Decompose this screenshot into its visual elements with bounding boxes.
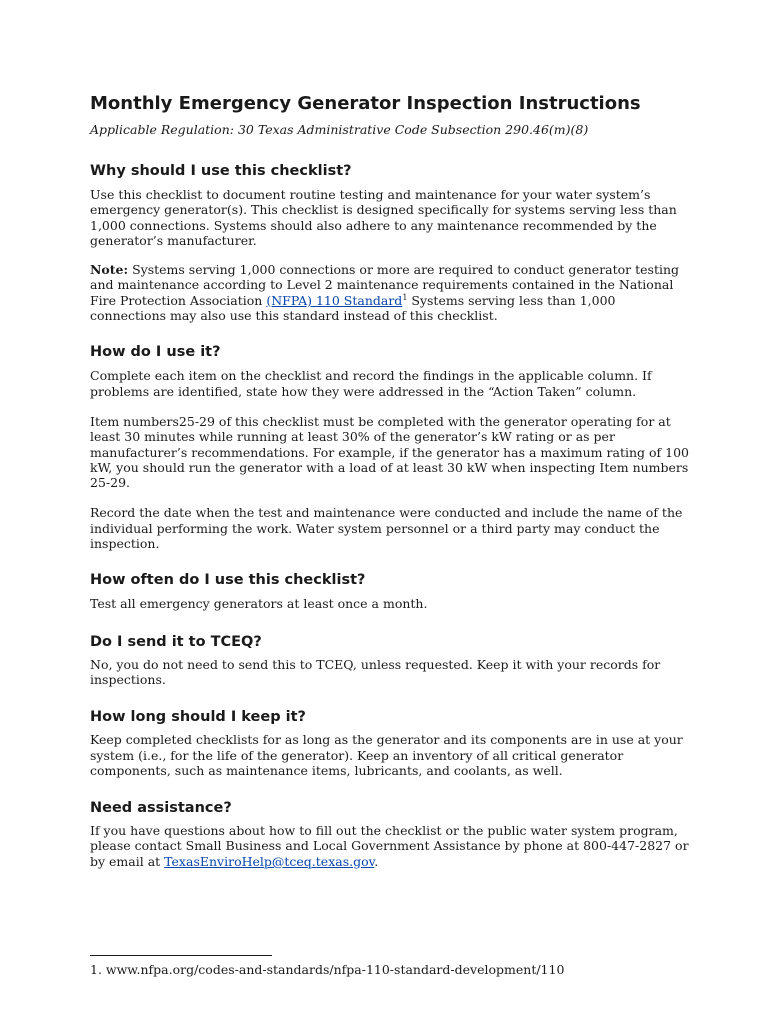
nfpa-110-standard-link[interactable]: (NFPA) 110 Standard	[266, 292, 403, 308]
paragraph-keep-how-long: Keep completed checklists for as long as the generator and its components are in use at your system (i.e., for the life of the generator). Keep an inventory of all critical generator components, such as maintenance items, lubricants, and coolants, as well.	[90, 732, 683, 778]
note-label: Note:	[90, 262, 129, 278]
paragraph-need-assistance	[90, 823, 690, 869]
footnote-divider	[90, 955, 272, 956]
paragraph-item-numbers: Item numbers25-29 of this checklist must be completed with the generator operating for at least 30 minutes while running at least 30% of the generator’s kW rating or as per manufacturer’s recommendations. For example, if the generator has a maximum rating of 100 kW, you should run the generator with a load of at least 30 kW when inspecting Item numbers 25-29.	[90, 413, 689, 491]
note-paragraph	[90, 262, 690, 323]
page-title: Monthly Emergency Generator Inspection Instructions	[90, 93, 641, 114]
paragraph-complete-items: Complete each item on the checklist and record the findings in the applicable column. If problems are identified, state how they were addressed in the “Action Taken” column.	[90, 368, 652, 399]
section-heading-how-use: How do I use it?	[90, 344, 221, 361]
footnote-reference: 1	[402, 292, 408, 302]
applicable-regulation: Applicable Regulation: 30 Texas Administrative Code Subsection 290.46(m)(8)	[90, 122, 589, 137]
document-body	[90, 92, 690, 869]
paragraph-record-date: Record the date when the test and maintenance were conducted and include the name of the individual performing the work. Water system personnel or a third party may conduct the inspection.	[90, 505, 683, 552]
note-text-part-2: Systems serving less than 1,000 connections may also use this standard instead of this checklist.	[90, 292, 616, 324]
paragraph-why-use: Use this checklist to document routine testing and maintenance for your water system’s emergency generator(s). This checklist is designed specifically for systems serving less than 1,000 connections. Systems should also adhere to any maintenance recommended by the generator’s manufacturer.	[90, 187, 677, 248]
assistance-end-punctuation: .	[374, 853, 379, 869]
assistance-text: If you have questions about how to fill out the checklist or the public water system program, please contact Small Business and Local Government Assistance by phone at 800-447-2827 or by email at	[90, 823, 689, 869]
paragraph-send-tceq: No, you do not need to send this to TCEQ, unless requested. Keep it with your records for inspections.	[90, 656, 661, 687]
section-heading-how-often: How often do I use this checklist?	[90, 572, 366, 589]
section-heading-keep-how-long: How long should I keep it?	[90, 709, 306, 726]
footnote: 1. www.nfpa.org/codes-and-standards/nfpa-110-standard-development/110	[90, 962, 565, 977]
paragraph-how-often: Test all emergency generators at least once a month.	[90, 596, 428, 612]
section-heading-why-use: Why should I use this checklist?	[90, 163, 352, 179]
note-text-part-1: Systems serving 1,000 connections or more are required to conduct generator testing and maintenance according to Level 2 maintenance requirements contained in the National Fire Protection Association	[90, 262, 680, 308]
email-link[interactable]: TexasEnviroHelp@tceq.texas.gov	[164, 853, 375, 869]
section-heading-send-tceq: Do I send it to TCEQ?	[90, 633, 262, 650]
section-heading-need-assistance: Need assistance?	[90, 800, 232, 817]
